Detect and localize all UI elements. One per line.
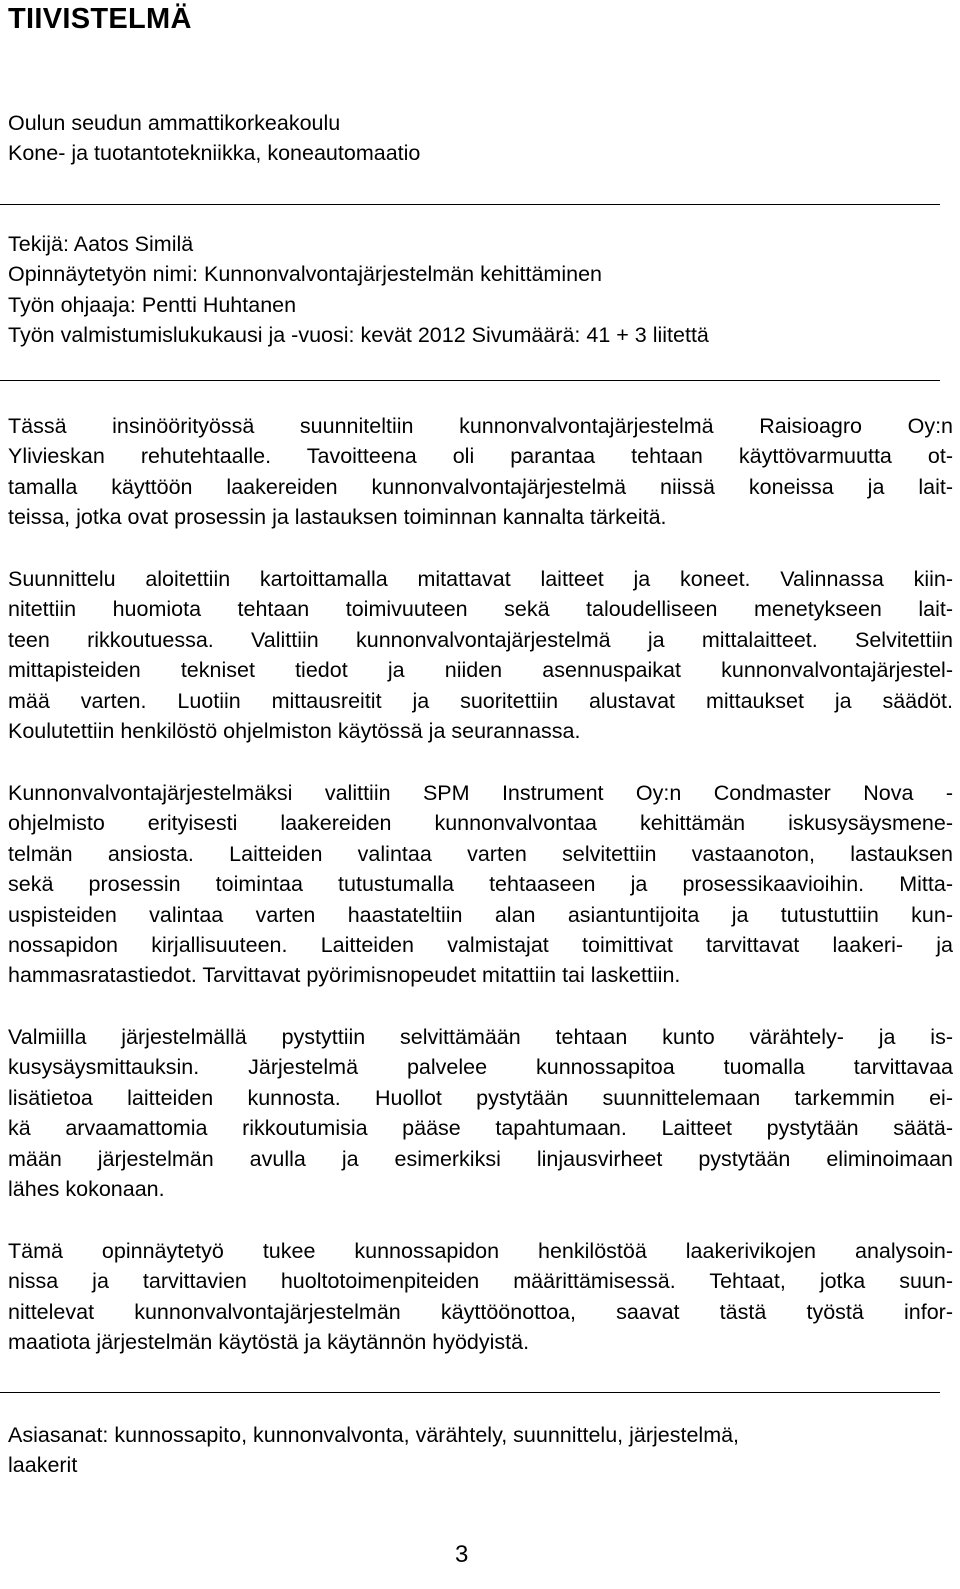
keywords-block bbox=[8, 1420, 953, 1481]
text-line: teissa, jotka ovat prosessin ja lastauksen toiminnan kannalta tärkeitä. bbox=[8, 505, 667, 530]
page-number: 3 bbox=[455, 1541, 469, 1568]
thesis-title-line: Opinnäytetyön nimi: Kunnonvalvontajärjestelmän kehittäminen bbox=[8, 262, 602, 287]
text-line: uspisteiden valintaa varten haastateltiin alan asiantuntijoita ja tutustuttiin kun- bbox=[8, 902, 953, 927]
divider-top bbox=[0, 204, 940, 205]
text-line: Kunnonvalvontajärjestelmäksi valittiin SPM Instrument Oy:n Condmaster Nova - bbox=[8, 781, 953, 805]
text-line: Ylivieskan rehutehtaalle. Tavoitteena oli parantaa tehtaan käyttövarmuutta ot- bbox=[8, 444, 953, 469]
author-line: Tekijä: Aatos Similä bbox=[8, 232, 194, 256]
abstract-paragraph-4 bbox=[8, 1022, 953, 1204]
abstract-paragraph-5 bbox=[8, 1236, 953, 1358]
text-line: Tässä insinöörityössä suunniteltiin kunnonvalvontajärjestelmä Raisioagro Oy:n bbox=[8, 414, 953, 438]
text-line: tamalla käyttöön laakereiden kunnonvalvontajärjestelmä niissä koneissa ja lait- bbox=[8, 474, 953, 499]
text-line: kusysäysmittauksin. Järjestelmä palvelee kunnossapitoa tuomalla tarvittavaa bbox=[8, 1055, 953, 1080]
text-line: nitettiin huomiota tehtaan toimivuuteen sekä taloudelliseen menetykseen lait- bbox=[8, 597, 953, 622]
text-line: sekä prosessin toimintaa tutustumalla tehtaaseen ja prosessikaavioihin. Mitta- bbox=[8, 872, 953, 897]
text-line: nossapidon kirjallisuuteen. Laitteiden valmistajat toimittivat tarvittavat laakeri- ja bbox=[8, 933, 953, 958]
text-line: mään järjestelmän avulla ja esimerkiksi linjausvirheet pystytään eliminoimaan bbox=[8, 1146, 953, 1171]
text-line: Valmiilla järjestelmällä pystyttiin selvittämään tehtaan kunto värähtely- ja is- bbox=[8, 1025, 953, 1049]
text-line: lisätietoa laitteiden kunnosta. Huollot pystytään suunnittelemaan tarkemmin ei- bbox=[8, 1085, 953, 1110]
text-line: mää varten. Luotiin mittausreitit ja suoritettiin alustavat mittaukset ja säädöt. bbox=[8, 688, 953, 713]
text-line: kä arvaamattomia rikkoutumisia pääse tapahtumaan. Laitteet pystytään säätä- bbox=[8, 1116, 953, 1141]
abstract-paragraph-2 bbox=[8, 564, 953, 746]
institution-block bbox=[8, 108, 953, 169]
abstract-paragraph-3 bbox=[8, 778, 953, 991]
divider-bottom bbox=[0, 1392, 940, 1393]
text-line: hammasratastiedot. Tarvittavat pyörimisnopeudet mitattiin tai laskettiin. bbox=[8, 963, 681, 988]
text-line: Koulutettiin henkilöstö ohjelmiston käytössä ja seurannassa. bbox=[8, 719, 581, 744]
completion-line: Työn valmistumislukukausi ja -vuosi: kevät 2012 Sivumäärä: 41 + 3 liitettä bbox=[8, 323, 709, 348]
keywords-line: Asiasanat: kunnossapito, kunnonvalvonta, värähtely, suunnittelu, järjestelmä, bbox=[8, 1423, 740, 1447]
text-line: nissa ja tarvittavien huoltotoimenpiteiden määrittämisessä. Tehtaat, jotka suun- bbox=[8, 1269, 953, 1294]
thesis-details bbox=[8, 229, 953, 351]
divider-middle bbox=[0, 380, 940, 381]
abstract-paragraph-1 bbox=[8, 411, 953, 533]
institution-name: Oulun seudun ammattikorkeakoulu bbox=[8, 111, 341, 135]
text-line: maatiota järjestelmän käytöstä ja käytännön hyödyistä. bbox=[8, 1330, 530, 1355]
text-line: lähes kokonaan. bbox=[8, 1177, 165, 1202]
text-line: telmän ansiosta. Laitteiden valintaa varten selvitettiin vastaanoton, lastauksen bbox=[8, 841, 953, 866]
keywords-line: laakerit bbox=[8, 1453, 78, 1478]
degree-programme: Kone- ja tuotantotekniikka, koneautomaatio bbox=[8, 141, 421, 166]
text-line: Tämä opinnäytetyö tukee kunnossapidon henkilöstöä laakerivikojen analysoin- bbox=[8, 1239, 953, 1263]
page-title: TIIVISTELMÄ bbox=[8, 3, 192, 35]
supervisor-line: Työn ohjaaja: Pentti Huhtanen bbox=[8, 292, 297, 317]
text-line: ohjelmisto erityisesti laakereiden kunnonvalvontaa kehittämän iskusysäysmene- bbox=[8, 811, 953, 836]
text-line: mittapisteiden tekniset tiedot ja niiden asennuspaikat kunnonvalvontajärjestel- bbox=[8, 658, 953, 683]
text-line: Suunnittelu aloitettiin kartoittamalla mitattavat laitteet ja koneet. Valinnassa kiin- bbox=[8, 567, 953, 591]
text-line: teen rikkoutuessa. Valittiin kunnonvalvontajärjestelmä ja mittalaitteet. Selvitettiin bbox=[8, 627, 953, 652]
text-line: nittelevat kunnonvalvontajärjestelmän käyttöönottoa, saavat tästä työstä infor- bbox=[8, 1299, 953, 1324]
